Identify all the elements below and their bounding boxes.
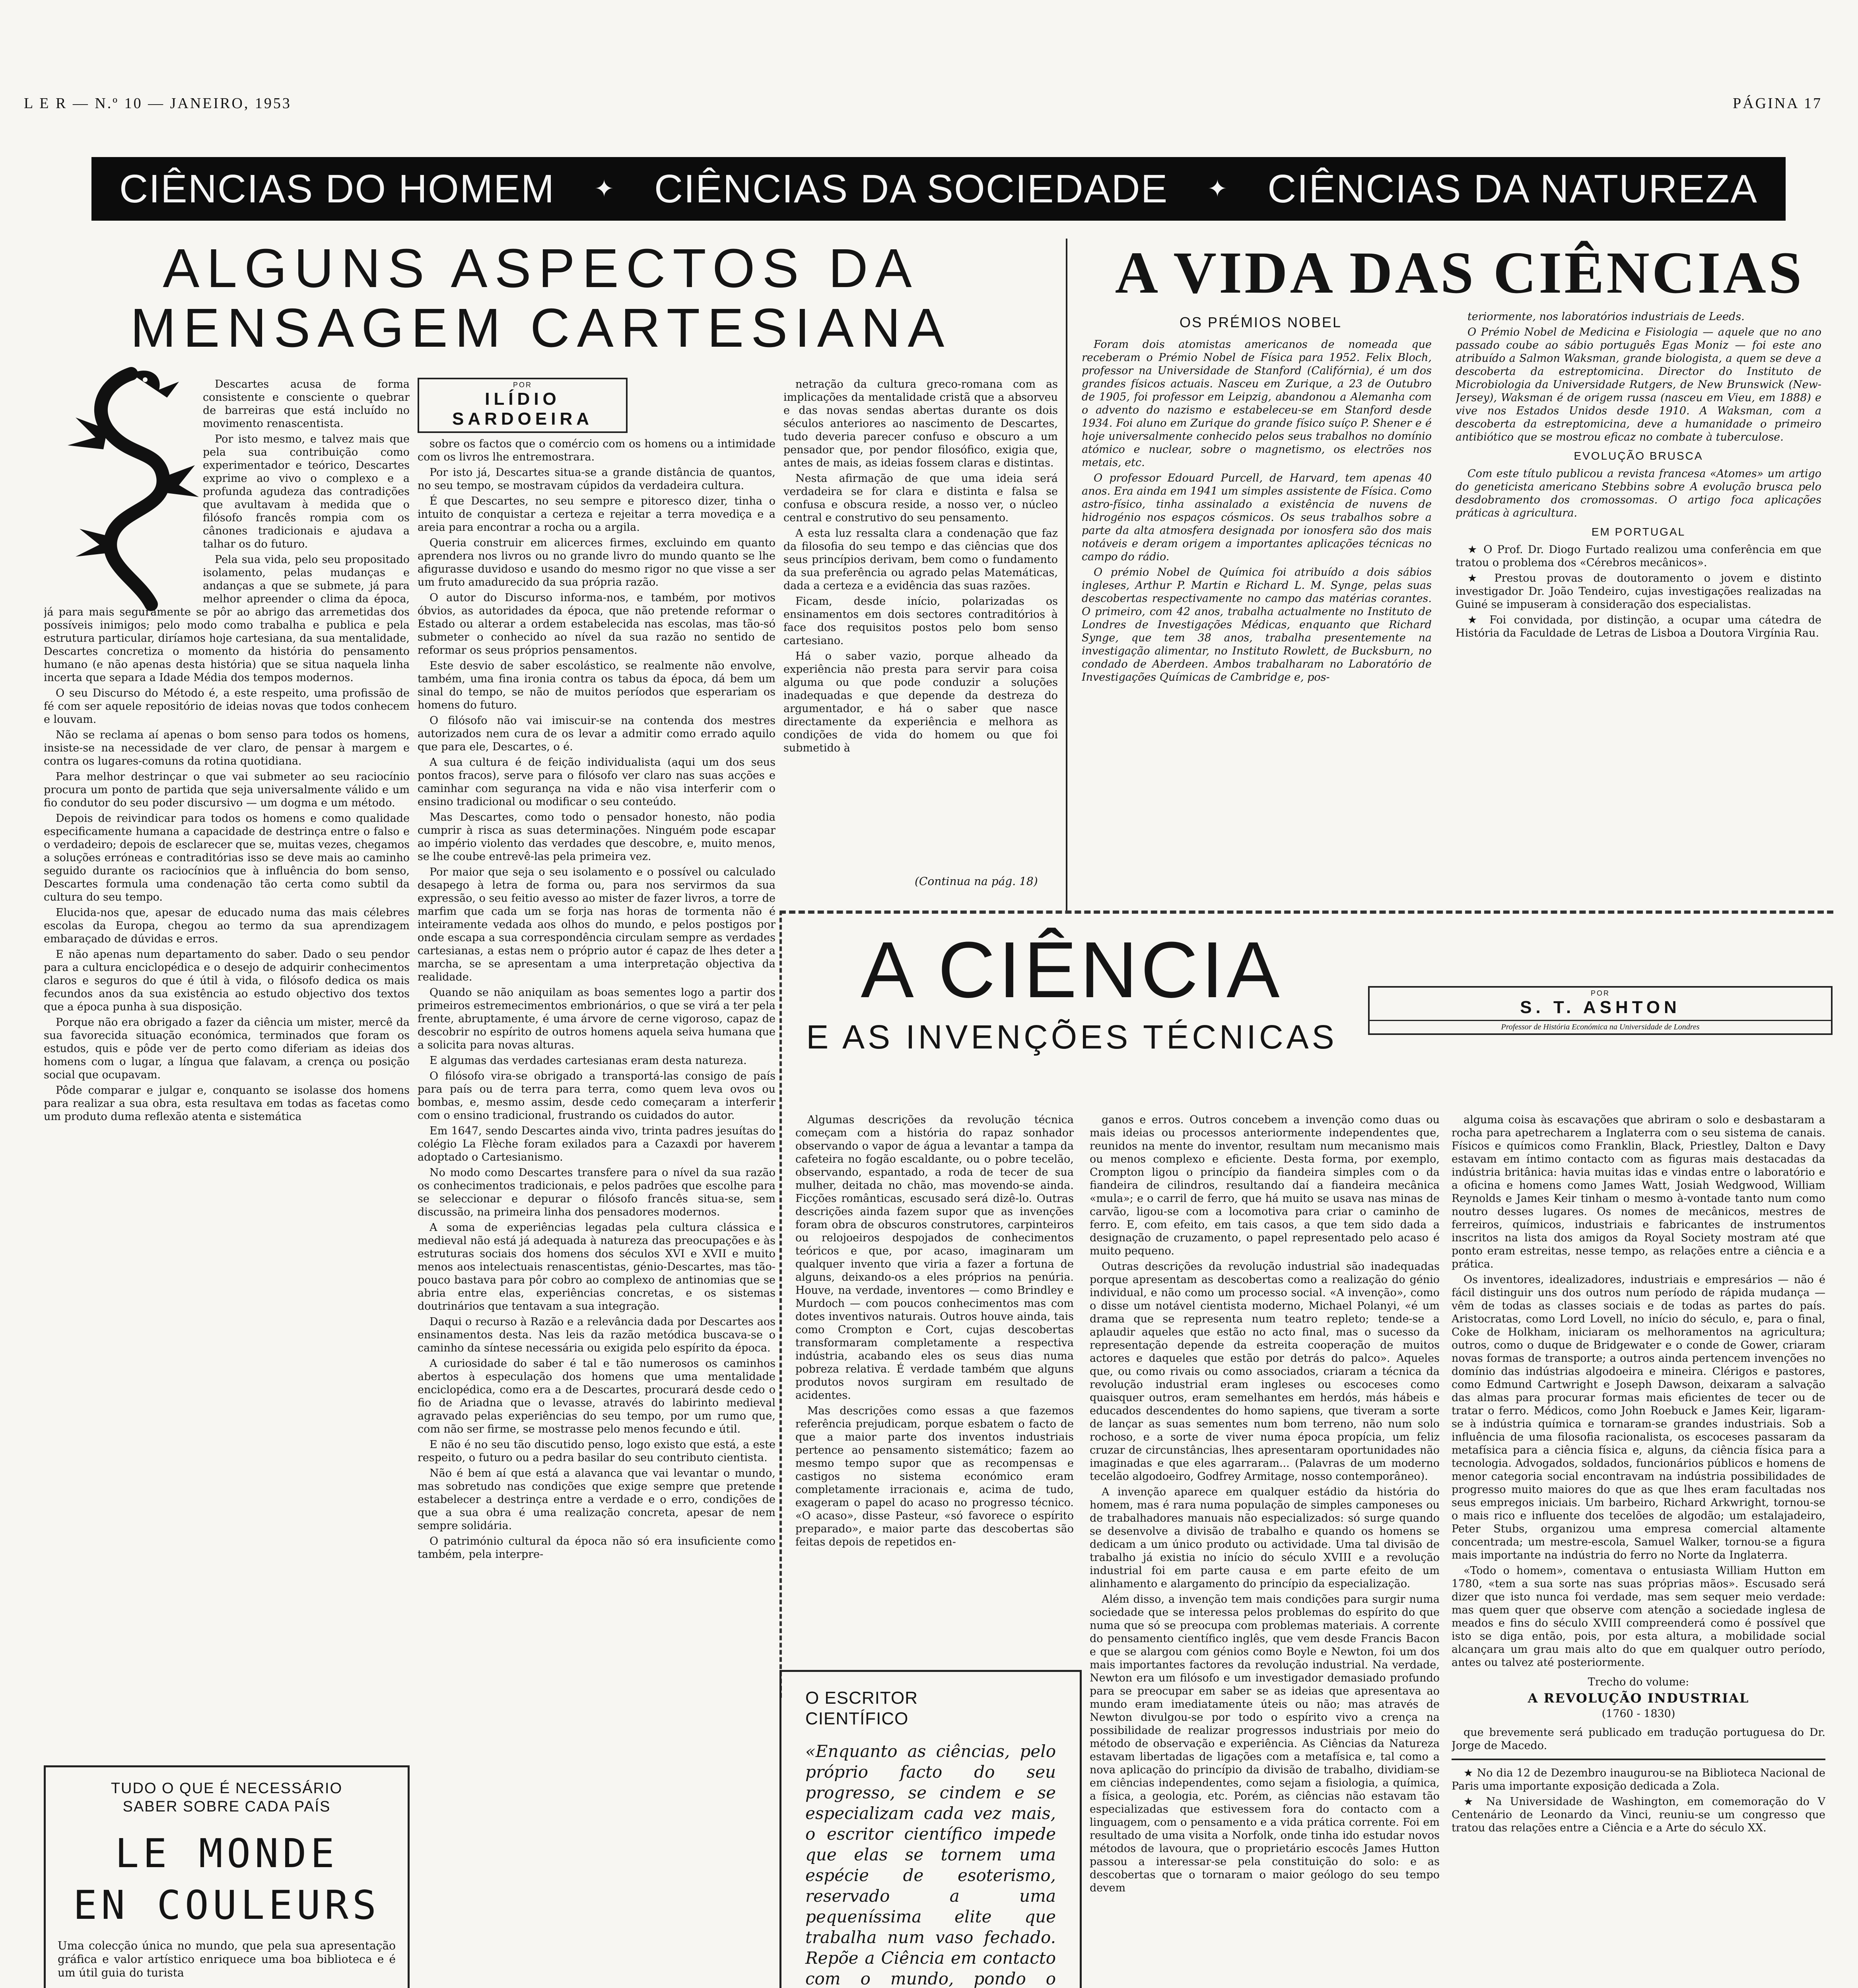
advertisement-le-monde-en-couleurs [44,1765,410,1988]
article1-column-1 [44,378,410,1738]
article2-column-3 [1452,1113,1825,1988]
trecho-title: A REVOLUÇÃO INDUSTRIAL [1528,1691,1749,1706]
paragraph: Para melhor destrinçar o que vai submeter ao seu raciocínio procura um ponto de partida que seja universalmente válido e um fio condutor do seu poder discursivo — um dogma e um método. [44,771,410,809]
paragraph: É que Descartes, no seu sempre e pitoresco dizer, tinha o intuito de conquistar a certeza e rejeitar a terra movediça e a areia para encontrar a rocha ou a argila. [418,495,775,534]
paragraph: Os inventores, idealizadores, industriais e empresários — não é fácil distinguir uns dos outros num período de rápida mudança — vêm de todas as classes sociais e de todas as partes do país. Aristocratas, como Lord Lovell, no início do século, e, para o final, Coke de Holkham, iniciaram os melhoramentos na agricultura; outros, como o duque de Bridgewater e o conde de Gower, criaram novas formas de transporte; a outros ainda pertencem invenções no domínio das indústrias algodoeira e mineira. Clérigos e pastores, como Edmund Cartwright e Joseph Dawson, deixaram a salvação das almas para procurar formas mais eficientes de tecer ou de tratar o ferro. Médicos, como John Roebuck e James Keir, ligaram-se à indústria química e tornaram-se grandes industriais. Sob a influência de uma filosofia racionalista, os escoceses passaram da metafísica para a ciência física e, alguns, da ciência física para a tecnologia. Advogados, soldados, funcionários públicos e homens de menor categoria social encontravam na indústria possibilidades de progresso muito maiores do que as que lhes eram facultadas nos seus empregos iniciais. Um barbeiro, Richard Arkwright, tornou-se o mais rico e influente dos tecelões de algodão; um estalajadeiro, Peter Stubs, organizou uma empresa comercial altamente concentrada; um mestre-escola, Samuel Walker, tornou-se a figura mais importante na indústria do ferro no Norte da Inglaterra. [1452,1274,1825,1561]
paragraph: E não apenas num departamento do saber. Dado o seu pendor para a cultura enciclopédica e o desejo de adquirir conhecimentos claros e seguros do que é útil à vida, o filósofo dedica os mais fecundos anos da sua existência ao estudo objectivo dos textos que a época punha à sua disposição. [44,948,410,1013]
page-number: PÁGINA 17 [1733,95,1822,112]
article-title-ciencia [803,926,1340,1056]
paragraph: A esta luz ressalta clara a condenação que faz da filosofia do seu tempo e das ciências que dos seus princípios derivam, bem como o fundamento da sua preferência ou agrado pelas Matemáticas, dada a certeza e a evidência das suas razões. [783,527,1058,592]
article2-column-1 [795,1113,1074,1662]
byline-prefix: POR [513,381,532,389]
banner-part-homem: CIÊNCIAS DO HOMEM [119,166,555,211]
paragraph: O professor Edouard Purcell, de Harvard, tem apenas 40 anos. Era ainda em 1941 um simples assistente de Física. Como astro-físico, tinha assinalado a existência de nuvens de hidrogénio nos espaços cósmicos. Os seus trabalhos sobre a parte da alta atmosfera designada por ionosfera são dos mais notáveis e deram origem a importantes aplicações técnicas no campo do rádio. [1082,472,1432,563]
banner-part-sociedade: CIÊNCIAS DA SOCIEDADE [654,166,1168,211]
dashed-divider [779,911,1833,914]
paragraph: Por isto já, Descartes situa-se a grande distância de quantos, no seu tempo, se mostravam cúpidos da verdadeira cultura. [418,466,775,492]
trecho-label: Trecho do volume: [1588,1676,1689,1688]
paragraph: teriormente, nos laboratórios industriais de Leeds. [1467,311,1745,323]
paragraph: Mas Descartes, como todo o pensador honesto, não podia cumprir à risca as suas determinações. Ninguém pode escapar ao império violento das verdades que descobre, e, muito menos, se lhe coube entrevê-las pela primeira vez. [418,811,775,863]
paragraph: Não se reclama aí apenas o bom senso para todos os homens, insiste-se na necessidade de ver claro, de pensar à margem e contra os lugares-comuns da rotina quotidiana. [44,729,410,767]
news-item: ★ Prestou provas de doutoramento o jovem e distinto investigador Dr. João Tendeiro, cujas investigações realizadas na Guiné se impuseram à consideração dos especialistas. [1456,572,1821,611]
vida-column-b [1456,310,1821,907]
portugal-heading: EM PORTUGAL [1591,526,1686,538]
title-sub: E AS INVENÇÕES TÉCNICAS [806,1018,1337,1056]
paragraph: Outras descrições da revolução industrial são inadequadas porque apresentam as descobertas como a realização do génio individual, e não como um processo social. «A invenção», como o disse um notável cientista moderno, Michael Polanyi, «é um drama que se representa num teatro repleto; tende-se a aplaudir aqueles que estão no acto final, mas o sucesso da representação depende da estreita cooperação de muitos actores e daqueles que estão por detrás do palco». Aqueles que, ou como rivais ou como associados, criaram a técnica da revolução industrial eram ingleses ou escoceses como quaisquer outros, eram semelhantes em herdós, más hábeis e educados descendentes do homo sapiens, que tiveram a sorte de lançar as suas sementes num bom terreno, não num solo rochoso, e a sorte de viver numa época propícia, um feliz cruzar de circunstâncias, lhes apresentaram oportunidades não imaginadas e que eles agarraram... (Palavras de um moderno tecelão algodoeiro, Godfrey Armitage, nosso contemporâneo). [1090,1260,1440,1483]
paragraph: Em 1647, sendo Descartes ainda vivo, trinta padres jesuítas do colégio La Flèche foram exilados para a Cazaxdi por haverem adoptado o Cartesianismo. [418,1125,775,1163]
author-byline-ashton [1368,986,1833,1035]
paragraph: Este desvio de saber escolástico, se realmente não envolve, também, uma fina ironia contra os tabus da época, dá bem um sinal do tempo, se não de muitos períodos que esperariam os homens do futuro. [418,660,775,711]
paragraph: Depois de reivindicar para todos os homens e como qualidade especificamente humana a capacidade de destrinça entre o falso e o verdadeiro; depois de esclarecer que se, muitas vezes, chegamos a soluções erróneas e contraditórias isso se deve mais ao caminho seguido durante os raciocínios que à influência do bom senso, Descartes formula uma condenação tão certa como subtil da cultura do seu tempo. [44,812,410,903]
paragraph: A invenção aparece em qualquer estádio da história do homem, mas é rara numa população de simples camponeses ou de trabalhadores manuais não especializados: só surge quando se desenvolve a divisão de trabalho e quando os homens se dedicam a um único produto ou actividade. Uma tal divisão de trabalho já existia no início do século XVIII e a revolução industrial foi em parte causa e em parte efeito de um alinhamento e alargamento do princípio da especialização. [1090,1486,1440,1590]
paragraph: No modo como Descartes transfere para o nível da sua razão os conhecimentos tradicionais, e pelos padrões que escolhe para se seleccionar e depurar o filósofo francês situa-se, sem discussão, na primeira linha dos pensadores modernos. [418,1167,775,1218]
paragraph: A curiosidade do saber é tal e tão numerosos os caminhos abertos à especulação dos homens que uma mentalidade enciclopédica, como era a de Descartes, procurará desde cedo o fio de Ariadna que o levasse, através do labirinto medieval agravado pelas experiências do seu tempo, por um rumo que, com não ser firme, se mostrasse pelo menos fecundo e útil. [418,1357,775,1435]
paragraph: A soma de experiências legadas pela cultura clássica e medieval não está já adequada à natureza das preocupações e às estruturas sociais dos homens dos séculos XVI e XVII e muito menos aos intelectuais renascentistas, génio-Descartes, mas tão-pouco bastava para pôr cobro ao complexo de antinomias que se abria entre elas, experiências concretas, e os sistemas doutrinários que tentavam a sua integração. [418,1221,775,1312]
news-item: ★ No dia 12 de Dezembro inaugurou-se na Biblioteca Nacional de Paris uma importante exposição dedicada a Zola. [1452,1767,1825,1792]
paragraph: Além disso, a invenção tem mais condições para surgir numa sociedade que se interessa pelos problemas do espírito do que numa que só se preocupa com problemas materiais. A corrente do pensamento científico inglês, que vem desde Francis Bacon e que se alargou com génios como Boyle e Newton, foi um dos mais importantes factores da revolução industrial. Na verdade, Newton era um filósofo e um investigador demasiado profundo para se preocupar em saber se as ideias que apresentava ao mundo eram imediatamente úteis ou não; mas através de Newton divulgou-se por todo o espírito vivo a crença na possibilidade de realizar progressos industriais por meio do método de observação e experiência. As Ciências da Natureza estavam libertadas de ligações com a metafísica e, tal como a nova aplicação do princípio da divisão de trabalho, dividiam-se em ciências independentes, como sejam a fisiologia, a química, a física, a geologia, etc. Porém, as ciências não estavam tão especializadas que estivessem fora do contacto com a linguagem, com o pensamento e a vida prática corrente. Foi em resultado de uma visita a Norfolk, onde tinha ido estudar novos métodos de lavoura, que o proprietário escocês James Hutton passou a interessar-se pela constituição do solo: e as descobertas que o tornaram o maior geólogo do seu tempo devem [1090,1593,1440,1894]
paragraph: O autor do Discurso informa-nos, e também, por motivos óbvios, as autoridades da época, que não pretende reformar o Estado ou alterar a ordem estabelecida nas escolas, mas tão-só submeter o conhecido ao nível da sua razão no sentido de reformar os seus próprios pensamentos. [418,592,775,656]
news-item: ★ Foi convidada, por distinção, a ocupar uma cátedra de História da Faculdade de Letras de Lisboa a Doutora Virgínia Rau. [1456,614,1821,639]
paragraph: Não é bem aí que está a alavanca que vai levantar o mundo, mas sobretudo nas condições que exige sempre que pretende estabelecer a destrinça entre a verdade e o erro, condições de que a sua obra é uma realização concreta, apesar de nem sempre solidária. [418,1467,775,1532]
title-main: A CIÊNCIA [861,926,1283,1014]
paragraph: Elucida-nos que, apesar de educado numa das mais célebres escolas da Europa, chegou ao termo da sua aprendizagem embaraçado de dúvidas e erros. [44,907,410,945]
article1-column-2 [418,437,775,1988]
paragraph: Ficam, desde início, polarizadas os ensinamentos em dois sectores contraditórios à face dos requisitos postos pelo bom senso cartesiano. [783,595,1058,647]
paragraph: Queria construir em alicerces firmes, excluindo em quanto aprendera nos livros ou no grande livro do mundo quanto se lhe afigurasse duvidoso e usando do mesmo rigor no que visse a ser um fruto amadurecido da sua própria razão. [418,537,775,588]
paragraph: sobre os factos que o comércio com os homens ou a intimidade com os livros lhe entremostrara. [418,438,775,463]
ad-kicker-1: TUDO O QUE É NECESSÁRIO [111,1780,343,1797]
dragon-spacer [44,378,203,600]
article2-column-2 [1090,1113,1440,1988]
banner-part-natureza: CIÊNCIAS DA NATUREZA [1267,166,1758,211]
evolucao-heading: EVOLUÇÃO BRUSCA [1574,450,1703,462]
paragraph: Pela sua vida, pelo seu propositado isolamento, pelas mudanças e andanças a que se submete, já para melhor apreender o clima da época, já para mais seguramente se pôr ao abrigo das arremetidas dos possíveis inimigos; pelo modo como trabalha e publica e pela estrutura particular, diríamos hoje cartesiana, da sua mentalidade, Descartes concretiza o momento da história do pensamento humano (e não apenas desta história) que se situa naquela linha incerta que separa a Idade Média dos tempos modernos. [44,553,410,684]
article1-column-3 [783,378,1058,879]
author-byline-sardoeira [418,378,628,433]
paragraph: O prémio Nobel de Química foi atribuído a dois sábios ingleses, Arthur P. Martin e Richard L. M. Synge, pelas suas descobertas respectivamente no campo das matérias corantes. O primeiro, com 42 anos, trabalha actualmente no Instituto de Londres de Investigações Médicas, enquanto que Richard Synge, que tem 38 anos, trabalha presentemente na investigação alimentar, no Instituto Rowlett, de Bucksburn, no condado de Aberdeen. Ambos trabalharam no Laboratório de Investigações Químicas de Cambridge e, pos- [1082,566,1432,683]
paragraph: O património cultural da época não só era insuficiente como também, pela interpre- [418,1535,775,1561]
paragraph: E algumas das verdades cartesianas eram desta natureza. [430,1054,747,1067]
vida-column-a [1082,338,1432,903]
ad-description: Uma colecção única no mundo, que pela sua apresentação gráfica e valor artístico enriquece uma boa biblioteca e é um útil guia do turista [58,1939,396,1979]
paragraph: Nesta afirmação de que uma ideia será verdadeira se for clara e distinta e falsa se confusa e obscura reside, a nosso ver, o núcleo central e construtivo do seu pensamento. [783,472,1058,524]
news-item: ★ Na Universidade de Washington, em comemoração do V Centenário de Leonardo da Vinci, reuniu-se um congresso que tratou das relações entre a Ciência e a Arte do século XX. [1452,1796,1825,1834]
author-name: S. T. ASHTON [1520,998,1681,1017]
paragraph: Com este título publicou a revista francesa «Atomes» um artigo do geneticista americano Stebbins sobre A evolução brusca pelo desdobramento dos cromossomas. O artigo foca aplicações práticas à agricultura. [1456,468,1821,519]
paragraph: O filósofo não vai imiscuir-se na contenda dos mestres autorizados nem cura de os levar a admitir como errado aquilo que para ele, Descartes, o é. [418,714,775,753]
continued-note: (Continua na pág. 18) [915,875,1038,888]
paragraph: Algumas descrições da revolução técnica começam com a história do rapaz sonhador observando o vapor de água a levantar a tampa da cafeteira no fogão escaldante, ou o pobre tecelão, observando, espantado, a roda de tecer de sua mulher, deitada no chão, mas movendo-se ainda. Ficções românticas, escusado será dizê-lo. Outras descrições ainda fazem supor que as invenções foram obra de obscuros construtores, carpinteiros ou relojoeiros despojados de conhecimentos teóricos e que, por acaso, imaginaram um qualquer invento que viria a fazer a fortuna de alguns, deixando-os a eles próprios na penúria. Houve, na verdade, inventores — como Brindley e Murdoch — com poucos conhecimentos mas com dotes inventivos naturais. Outros houve ainda, tais como Crompton e Cort, cujas descobertas transformaram completamente a respectiva indústria, acabando eles os seus dias numa pobreza relativa. É verdade também que alguns produtos novos surgiram em resultado de acidentes. [795,1114,1074,1402]
ad-kicker-2: SABER SOBRE CADA PAÍS [122,1798,331,1815]
dashed-divider [779,911,782,1698]
nobel-heading: OS PRÉMIOS NOBEL [1179,314,1342,330]
paragraph: Mas descrições como essas a que fazemos referência prejudicam, porque esbatem o facto de que a maior parte dos inventos industriais pertence ao pensamento sistemático; fazem ao mesmo tempo supor que as recompensas e castigos no sistema económico eram completamente irracionais e, acima de tudo, exageram o papel do acaso no progresso técnico. «O acaso», disse Pasteur, «só favorece o espírito preparado», e maior parte das descobertas são feitas depois de repetidos en- [795,1405,1074,1548]
column-divider [1066,239,1067,911]
ad-title-2: EN COULEURS [73,1882,381,1928]
paragraph: Por isto mesmo, e talvez mais que pela sua contribuição como experimentador e teórico, Descartes exprime ao vivo o complexo e a profunda agudeza das contradições que avultavam à medida que o filósofo francês rompia com os cânones tradicionais e ajudava a talhar os do futuro. [203,433,410,550]
paragraph: alguma coisa às escavações que abriram o solo e desbastaram a rocha para apetrecharem a Inglaterra com o seu sistema de canais. Físicos e químicos como Franklin, Black, Priestley, Dalton e Davy estavam em íntimo contacto com as figuras mais destacadas da indústria britânica: havia muitas idas e vindas entre o laboratório e a oficina e homens como James Watt, Josiah Wedgwood, William Reynolds e James Keir tinham o mesmo à-vontade tanto num como noutro desses lugares. Os nomes de mecânicos, mestres de ferreiros, químicos, industriais e fabricantes de instrumentos inscritos na lista dos amigos da Royal Society mostram até que ponto eram estreitas, nesse tempo, as relações entre a ciência e a prática. [1452,1114,1825,1270]
author-name: ILÍDIO SARDOEIRA [452,389,593,429]
sidebox-text: «Enquanto as ciências, pelo próprio facto do seu progresso, se cindem e se especializam cada vez mais, o escritor científico impede que elas se tornem uma espécie de esoterismo, reservado a uma pequeníssima elite que trabalha num vaso fechado. Repõe a Ciência em contacto com o mundo, pondo o [805,1741,1056,1988]
paragraph: Foram dois atomistas americanos de nomeada que receberam o Prémio Nobel de Física para 1952. Felix Bloch, professor na Universidade de Stanford (Califórnia), é um dos grandes físicos actuais. Nasceu em Zurique, a 23 de Outubro de 1905, foi professor em Leipzig, abandonou a Alemanha com o advento do nazismo e estabeleceu-se em Stanford desde 1934. Foi aluno em Zurique do grande físico suíço P. Shener e é hoje universalmente conhecido pelos seus trabalhos no domínio atómico e nuclear, sobre o magnetismo, os electrões nos metais, etc. [1082,338,1432,469]
masthead-issue: L E R — N.º 10 — JANEIRO, 1953 [24,95,292,112]
paragraph: Descartes acusa de forma consistente e consciente o quebrar de barreiras que está incluído no movimento renascentista. [203,378,410,430]
paragraph: Daqui o recurso à Razão e a relevância dada por Descartes aos ensinamentos desta. Nas leis da razão metódica buscava-se o caminho da síntese necessária ou exigida pelo espírito da época. [418,1316,775,1354]
author-affiliation: Professor de História Económica na Universidade de Londres [1370,1020,1831,1033]
ad-title-1: LE MONDE [115,1830,338,1877]
paragraph: netração da cultura greco-romana com as implicações da mentalidade cristã que a absorveu e das novas sendas abertas durante os dois séculos anteriores ao nascimento de Descartes, tudo deveria parecer confuso e obscuro a um pensador que, por pendor filosófico, exigia que, antes de mais, as ideias fossem claras e distintas. [783,378,1058,469]
banner-separator: ✦ [594,175,615,202]
section-banner [91,157,1786,221]
paragraph: Quando se não aniquilam as boas sementes logo a partir dos primeiros estremecimentos embrionários, o que se virá a ter pela frente, abruptamente, é uma árvore de cerne vigoroso, capaz de descobrir no espírito de outros homens aquela seiva humana que a solicita para novas alturas. [418,986,775,1051]
news-divider [1452,1759,1825,1760]
paragraph: Há o saber vazio, porque alheado da experiência não presta para servir para coisa alguma ou que pode conduzir a soluções inadequadas e que depende da destreza do argumentador, e há o saber que nasce directamente da experiência e melhora as condições de vida do homem ou que foi submetido à [783,650,1058,754]
sidebox-heading-2: CIENTÍFICO [805,1709,909,1728]
article-title-cartesiana: ALGUNS ASPECTOS DA MENSAGEM CARTESIANA [130,238,952,359]
paragraph: O Prémio Nobel de Medicina e Fisiologia — aquele que no ano passado coube ao sábio português Egas Moniz — foi este ano atribuído a Salmon Waksman, grande biologista, a quem se deve a descoberta da estreptomicina. Director do Instituto de Microbiologia da Universidade Rutgers, de New Brunswick (New-Jersey), Waksman é de origem russa (nasceu em Vieu, em 1888) e vive nos Estados Unidos desde 1910. A Waksman, com a descoberta da estreptomicina, deve a humanidade o primeiro antibiótico que se mostrou eficaz no combate à tuberculose. [1456,326,1821,443]
trecho-years: (1760 - 1830) [1601,1708,1675,1720]
paragraph: «Todo o homem», comentava o entusiasta William Hutton em 1780, «tem a sua sorte nas suas próprias mãos». Escusado será dizer que isto nunca foi verdade, mas sem sequer meio verdade: mas quem quer que observe com atenção a sociedade inglesa de meados e fins do século XVIII compreenderá como é possível que isto se diga então, pois, por esta altura, a mobilidade social alcançara um grau mais alto do que em qualquer outro período, antes ou talvez até posteriormente. [1452,1565,1825,1669]
paragraph: ganos e erros. Outros concebem a invenção como duas ou mais ideias ou processos anteriormente independentes que, reunidos na mente do inventor, resultam num mecanismo mais ou menos complexo e eficiente. Desta forma, por exemplo, Crompton ligou o princípio da fiandeira simples com o da fiandeira de cilindros, resultando daí a fiandeira mecânica «mula»; e o carril de ferro, que há muito se usava nas minas de carvão, ligou-se com a locomotiva para criar o caminho de ferro. E, com efeito, em tais casos, a que tem sido dada a designação de cruzamento, o papel representado pelo acaso é muito pequeno. [1090,1114,1440,1257]
trecho-note: que brevemente será publicado em tradução portuguesa do Dr. Jorge de Macedo. [1452,1726,1825,1752]
paragraph: E não é no seu tão discutido penso, logo existo que está, a este respeito, o futuro ou a pedra basilar do seu contributo cientista. [418,1439,775,1464]
banner-separator: ✦ [1207,175,1228,202]
sidebox-heading-1: O ESCRITOR [805,1688,918,1708]
sidebox-escritor-cientifico [779,1670,1082,1988]
paragraph: O seu Discurso do Método é, a este respeito, uma profissão de fé com ser aquele repositório de ideias novas que todos conhecem e louvam. [44,687,410,726]
news-item: ★ O Prof. Dr. Diogo Furtado realizou uma conferência em que tratou o problema dos «Cérebros mecânicos». [1456,544,1821,569]
paragraph: Por maior que seja o seu isolamento e o possível ou calculado desapego à letra de forma ou, para nos servirmos da sua expressão, o seu feitio avesso ao mister de fazer livros, a torre de marfim que cada um se forja nas horas de tormenta não é inteiramente vedada aos olhos do mundo, e pelos postigos por onde escapa a sua correspondência circulam sempre as verdades cartesianas, a estas nem o próprio autor é capaz de lhes deter a marcha, se se apresentam a uma interpretação objectiva da realidade. [418,866,775,983]
paragraph: O filósofo vira-se obrigado a transportá-las consigo de país para país ou de terra para terra, como quem leva ovos ou bombas, e, mesmo assim, desde cedo começaram a interferir com o ensino tradicional, frustrando os cuidados do autor. [418,1070,775,1122]
paragraph: Porque não era obrigado a fazer da ciência um mister, mercê da sua favorecida situação económica, terminados que foram os estudos, quis e pôde ver de perto como diferiam as ideias dos homens com o lugar, a língua que falavam, a crença ou posição social que ocupavam. [44,1016,410,1081]
paragraph: A sua cultura é de feição individualista (aqui um dos seus pontos fracos), serve para o filósofo ver claro nas suas acções e caminhar com segurança na vida e não visa interferir com o ensino tradicional ou modificar o seu conteúdo. [418,756,775,808]
section-title-vida-das-ciencias: A VIDA DAS CIÊNCIAS [1115,240,1804,306]
byline-prefix: POR [1590,989,1610,997]
paragraph: Pôde comparar e julgar e, conquanto se isolasse dos homens para realizar a sua obra, esta resultava em todas as facetas como um produto duma reflexão atenta e sistemática [44,1084,410,1123]
